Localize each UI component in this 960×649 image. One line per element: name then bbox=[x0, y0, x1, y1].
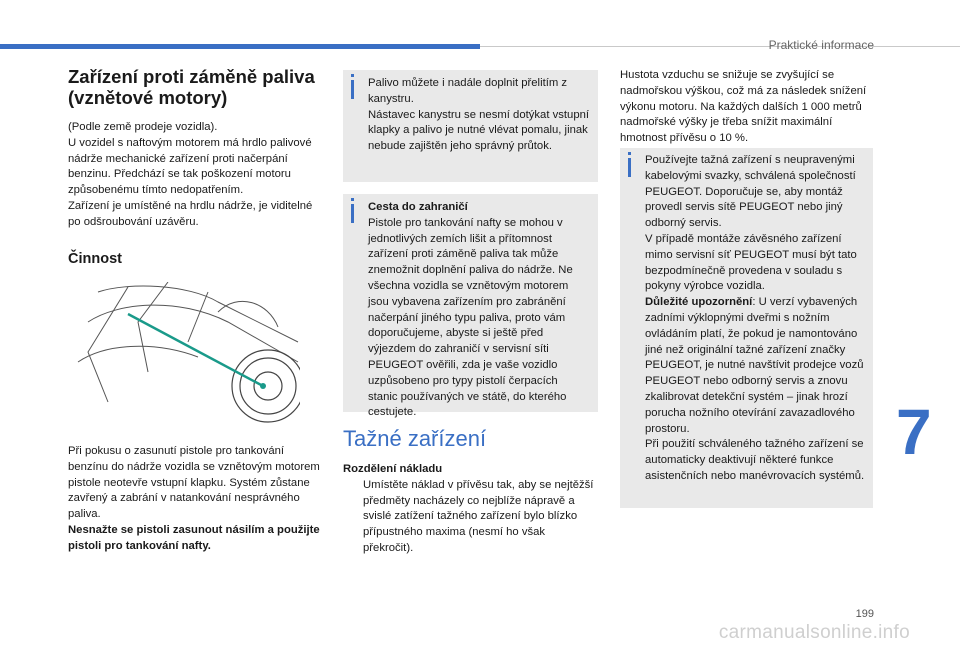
important-label: Důležité upozornění bbox=[645, 296, 753, 309]
note-box-abroad bbox=[343, 194, 598, 419]
info-icon bbox=[351, 204, 354, 223]
header-accent-bar bbox=[0, 44, 480, 49]
box-text bbox=[645, 295, 865, 437]
intro-line: U vozidel s naftovým motorem má hrdlo palivové nádrže mechanické zařízení proti načerpání benzinu. Předchází se tak poškození motoru způsobenému tímto nedopatřením. bbox=[68, 136, 312, 197]
callout-dot bbox=[260, 383, 266, 389]
load-text: Umístěte náklad v přívěsu tak, aby se nejtěžší předměty nacházely co nejblíže nápravě a svislé zatížení tažného zařízení bylo blízko přípustného maxima (nesmí ho však překročit). bbox=[363, 478, 594, 554]
box-text: Při použití schváleného tažného zařízení se automaticky deaktivují některé funkce asistenčních nebo manévrovacích systémů. bbox=[645, 438, 865, 482]
watermark: carmanualsonline.info bbox=[718, 622, 910, 643]
note-box-towbar bbox=[620, 148, 873, 508]
left-bottom-text bbox=[68, 444, 324, 555]
subtitle-cinnost: Činnost bbox=[68, 251, 122, 267]
operation-paragraph: Při pokusu o zasunutí pistole pro tankování benzínu do nádrže vozidla se vznětovým motorem pistole neotevře vstupní klapku. Systém zůstane zavřený a zabrání v natankování nesprávného paliva. bbox=[68, 445, 320, 521]
box-title: Cesta do zahraničí bbox=[368, 201, 468, 213]
fuel-filler-illustration bbox=[68, 282, 300, 436]
chapter-number: 7 bbox=[896, 396, 932, 468]
section-title: Praktické informace bbox=[768, 38, 874, 52]
intro-line: (Podle země prodeje vozidla). bbox=[68, 121, 218, 133]
info-icon bbox=[628, 158, 631, 177]
box-text: Používejte tažná zařízení s neupravenými kabelovými svazky, schválená společností PEUGEOT. Doporučuje se, aby montáž provedl servis sítě PEUGEOT nebo jiný odborný servis. bbox=[645, 154, 856, 230]
callout-line bbox=[128, 314, 263, 386]
box-text: V případě montáže závěsného zařízení mimo servisní síť PEUGEOT musí být tato bezpodmínečně provedena v souladu s pokyny výrobce vozidla. bbox=[645, 232, 857, 293]
altitude-text: Hustota vzduchu se snižuje se zvyšující se nadmořskou výškou, což má za následek snížení výkonu motoru. Na každých dalších 1 000 metrů nadmořské výšky je třeba snížit maximální hmotnost přívěsu o 10 %. bbox=[620, 69, 867, 145]
header-rule bbox=[480, 46, 960, 47]
warning-note: Nesnažte se pistoli zasunout násilím a použijte pistoli pro tankování nafty. bbox=[68, 523, 320, 552]
box-line: Palivo můžete i nadále doplnit přelitím z kanystru. bbox=[368, 77, 568, 105]
page-title: Zařízení proti záměně paliva (vznětové motory) bbox=[68, 66, 315, 108]
info-icon bbox=[351, 80, 354, 99]
load-list bbox=[343, 478, 598, 557]
list-item bbox=[343, 478, 598, 557]
box-line: Nástavec kanystru se nesmí dotýkat vstupní klapky a palivo je nutné vlévat pomalu, jinak nebude zajištěn jeho správný průtok. bbox=[368, 108, 590, 153]
left-column bbox=[68, 66, 324, 231]
box-text: Pistole pro tankování nafty se mohou v jednotlivých zemích lišit a přítomnost zařízení proti záměně paliva tak může znemožnit doplnění paliva do nádrže. Ne všechna vozidla se vznětovým motorem jsou vybavena zařízením pro zabránění načerpání jiného typu paliva, proto vám doporučujeme, abyste si ještě před výjezdem do zahraničí v servisní síti PEUGEOT ověřili, zda je vaše vozidlo uzpůsobeno pro typy pistolí čerpacích stanic používaných ve státě, do kterého cestujete. bbox=[368, 216, 573, 419]
load-section bbox=[343, 462, 598, 557]
load-title: Rozdělení nákladu bbox=[343, 463, 443, 475]
altitude-paragraph bbox=[620, 68, 872, 147]
page-number: 199 bbox=[855, 608, 874, 620]
intro-line: Zařízení je umístěné na hrdlu nádrže, je viditelné po odšroubování uzávěru. bbox=[68, 199, 313, 228]
fuel-filler-drawing bbox=[68, 282, 300, 436]
note-box-canister bbox=[343, 70, 598, 182]
important-text: : U verzí vybavených zadními výklopnými dveřmi s nožním ovládáním platí, že pokud je namontováno jiné než originální tažné zařízení značky PEUGEOT, je nutné navštívit prodejce vozů PEUGEOT nebo odborný servis a znovu zkalibrovat detekční systém – jinak hrozí porucha nožního otevírání zavazadlového prostoru. bbox=[645, 296, 864, 435]
towing-title: Tažné zařízení bbox=[343, 426, 487, 451]
